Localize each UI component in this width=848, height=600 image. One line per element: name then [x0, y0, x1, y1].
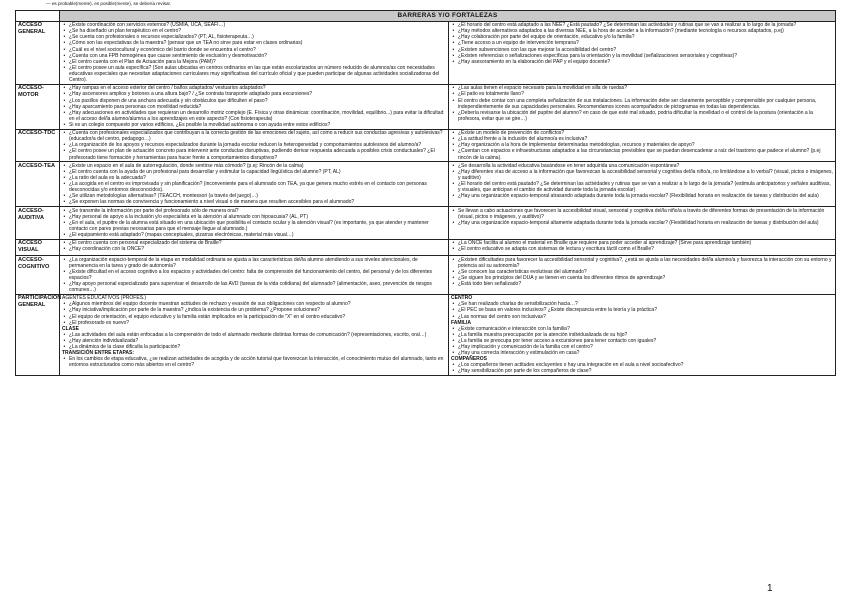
bullet-list	[62, 85, 446, 128]
barriers-cell	[60, 162, 449, 207]
list-item: • ¿Se cuenta con profesionales o recursos especializados? (PT, AL, fisioterapeuta…)	[62, 34, 446, 40]
page-number: 1	[767, 583, 773, 594]
list-item: • ¿El centro posee un plan de actuación concreto para intervenir ante conductas disruptivas, pudiendo derivar respuesta adecuada a posibles crisis conductuales? ¿El profesorado tiene formación y herramientas para hacer frente a comportamientos disruptivos?	[62, 148, 446, 160]
barriers-cell	[60, 21, 449, 84]
list-item: • ¿Se conocen las características evolutivas del alumnado?	[451, 269, 833, 275]
list-item: • ¿La organización espacio-temporal de la etapa en modalidad ordinaria se ajusta a las características del/la alumno atendiendo a sus niveles atencionales, de permanencia en la tarea y grado de autonomía?	[62, 257, 446, 269]
list-item: • ¿La familia se preocupa por tener acceso a excursiones para tener contacto con iguales?	[451, 338, 833, 344]
list-item: • ¿Se han realizado charlas de sensibilización hacia…?	[451, 301, 833, 307]
list-item: • ¿Hay sensibilización por parte de los compañeros de clase?	[451, 368, 833, 374]
bullet-list	[451, 295, 833, 374]
section-label: ACCESO-AUDITIVA	[16, 207, 60, 240]
list-item: • ¿Hay apoyo personal especializado para supervisar el desarrollo de las AVD (tareas de la vida cotidiana) del alumnado? (alimentación, aseo, prevención de riesgos comunes…)	[62, 281, 446, 293]
strengths-cell	[449, 207, 836, 240]
list-item: • ¿Hay organización a la hora de implementar determinadas metodologías, recursos y materiales de apoyo?	[451, 142, 833, 148]
table-row	[16, 255, 836, 294]
section-label: ACCESO-COGNITIVO	[16, 255, 60, 294]
subheading: TRANSICIÓN ENTRE ETAPAS:	[62, 350, 135, 357]
list-item: • ¿Hay una organización espacio-temporal altamente adaptada durante toda la jornada escolar? (Flexibilidad horaria en realización de tareas y distribución del aula)	[451, 220, 833, 226]
list-item: • ¿Se ha diseñado un plan terapéutico en el centro?	[62, 28, 446, 34]
list-item: • ¿Las actividades del aula están enfocadas a la comprensión de todo el alumnado mediante distintas formas de comunicación? (representaciones, escrito, oral…)	[62, 332, 446, 338]
list-item: • ¿Hay iniciativa/implicación por parte de la maestra? ¿indica la existencia de un problema? ¿Propone soluciones?	[62, 307, 446, 313]
barriers-cell	[60, 239, 449, 255]
list-item: • ¿La dinámica de la clase dificulta la participación?	[62, 344, 446, 350]
table-row	[16, 239, 836, 255]
list-item: • ¿El centro cuenta con personal especializado del sistema de Braille?	[62, 240, 446, 246]
list-item: • ¿Existe un espacio en el aula de autorregulación, donde sentirse más cómodo? (p.ej: Rincón de la calma)	[62, 163, 446, 169]
list-item: • ¿Cuentan con espacios e infraestructuras adaptados a las circunstancias previsibles que se puedan desencadenar a raíz del trastorno que padece el alumno? (p.ej rincón de la calma).	[451, 148, 833, 160]
bullet-list	[451, 22, 833, 65]
list-item: • ¿Existe dificultad en el acceso cognitivo a los espacios y actividades del centro: falta de comprensión del funcionamiento del centro, del personal y de los diferentes espacios?	[62, 269, 446, 281]
barriers-cell	[60, 294, 449, 375]
list-item: • Si es un colegio compuesto por varios edificios, ¿Es posible la movilidad autónoma o con ayuda entre estos edificios?	[62, 122, 446, 128]
subheading: FAMILIA	[451, 319, 471, 326]
strengths-cell	[449, 21, 836, 84]
list-item: • ¿Hay una correcta interacción y estimulación en casa?	[451, 350, 833, 356]
table-row	[16, 162, 836, 207]
list-item: • ¿Hay métodos alternativos adaptados a las diversas NEE, a la hora de acceder a la información? (mediante tecnología o recursos adaptados, p.ej)	[451, 28, 833, 34]
section-label: ACCESO-TDC	[16, 129, 60, 162]
list-item: • ¿Cuál es el nivel sociocultural y económico del barrio donde se encuentra el centro?	[62, 47, 446, 53]
list-item: • ¿Hay implicación y comunicación de la familia con el centro?	[451, 344, 833, 350]
list-item: • ¿La organización de los apoyos y recursos especializados durante la jornada escolar reducen la heterogeneidad y comportamientos autolesivos del alumno/a?	[62, 142, 446, 148]
subheading: CENTRO	[451, 295, 473, 302]
subheading: COMPAÑEROS	[451, 356, 488, 363]
table-row	[16, 21, 836, 84]
bullet-list	[451, 85, 833, 122]
list-item: • ¿Hay personal de apoyo a la inclusión y/o especialista en la atención al alumnado con hipoacusia? (AL, PT)	[62, 214, 446, 220]
list-item: • ¿Las aulas tienen el espacio necesario para la movilidad en silla de ruedas?	[451, 85, 833, 91]
bullet-list	[62, 295, 446, 368]
list-item: • ¿En el aula, el pupitre de la alumna está situado en una ubicación que posibilita el contacto ocular y la atención visual? (es importante, ya que atender y mantener contacto con pares previas necesarias para que el mensaje llegue al alumnado.)	[62, 220, 446, 232]
bullet-list	[62, 22, 446, 83]
list-item: • ¿Existen subvenciones con las que mejorar la accesibilidad del centro?	[451, 47, 833, 53]
bullet-list	[451, 163, 833, 200]
bullet-list	[62, 163, 446, 206]
table-row	[16, 84, 836, 129]
list-item: • ¿La ratio del aula es la adecuada?	[62, 175, 446, 181]
list-item: • ¿Debería revisarse la ubicación del pupitre del alumno? en caso de que esté mal situado, podría dificultar la movilidad o el control de la postura (orientación a la profesora, evitar que se gire…)	[451, 110, 833, 122]
table-row	[16, 129, 836, 162]
list-item: • ¿Se transmite la información por parte del profesorado sólo de manera oral?	[62, 208, 446, 214]
list-item: • ¿El centro cuenta con el Plan de Actuación para la Mejora (PAM)?	[62, 59, 446, 65]
list-item: • ¿El horario del centro está adaptado a las NEE? ¿Está pautado? ¿Se determinan las actividades y rutinas que se van a realizar a lo largo de la jornada?	[451, 22, 833, 28]
bullet-list	[62, 240, 446, 252]
list-item: • ¿Los pasillos disponen de una anchura adecuada y sin obstáculos que dificulten el paso?	[62, 98, 446, 104]
barriers-cell	[60, 255, 449, 294]
table-row	[16, 294, 836, 375]
bullet-list	[451, 240, 833, 252]
section-label: ACCESO-MOTOR	[16, 84, 60, 129]
list-item: • ¿Hay coordinación con la ONCE?	[62, 246, 446, 252]
list-item: • ¿El profesorado es nuevo?	[62, 320, 446, 326]
list-item: • ¿Los compañeros tienen actitudes excluyentes o hay una integración en el aula a nivel socioafectivo?	[451, 362, 833, 368]
list-item: • ¿Existen referencias o señalizaciones específicas para la orientación y la movilidad (señalizaciones sensoriales y cognitivas)?	[451, 53, 833, 59]
bullet-list	[62, 257, 446, 294]
list-item: • ¿Se siguen los principios del DUA y se tienen en cuenta los diferentes ritmos de aprendizaje?	[451, 275, 833, 281]
list-item: • ¿El horario del centro está pautado? ¿Se determinan las actividades y rutinas que se van a realizar a lo largo de la jornada? (estimula anticipatorios y señales auditivas, y visuales, que anticipan el cambio de actividad durante toda la jornada escolar)	[451, 181, 833, 193]
list-item: • ¿Hay ascensores amplios y botones a una altura bajo? / ¿Se contrata transporte adaptado para excursiones?	[62, 91, 446, 97]
list-item: • ¿La acogida en el centro es improvisada y sin planificación? (inconveniente para el alumnado con TEA, ya que genera mucho estrés en el contacto con personas desconocidas y/o entornos desconocidos).	[62, 181, 446, 193]
bullet-list	[451, 208, 833, 226]
strengths-cell	[449, 162, 836, 207]
strengths-cell	[449, 239, 836, 255]
barriers-table	[15, 10, 836, 376]
list-item: • ¿Hay colaboración por parte del equipo de orientación, educativo y/o la familia?	[451, 34, 833, 40]
list-item: • ¿El equipamiento está adaptado? (mapas conceptuales, pizarras electrónicas, material más visual…)	[62, 232, 446, 238]
list-item: • ¿La ONCE facilita al alumno el material en Braille que requiere para poder acceder al aprendizaje? (Sirve para aprendizaje también)	[451, 240, 833, 246]
list-item: • ¿El PEC se basa en valores inclusivos? ¿Existe discrepancia entre la teoría y la práctica?	[451, 307, 833, 313]
section-label: PARTICIPACIÓN GENERAL	[16, 294, 60, 375]
list-item: • ¿El patio es totalmente llano?	[451, 91, 833, 97]
list-item: • ¿Las normas del centro son inclusivas?	[451, 314, 833, 320]
list-item: • En los cambios de etapa educativa, ¿se realizan actividades de acogida y de acción tutorial que favorezcan la interacción, el conocimiento mutuo del alumnado, tanto en entornos estructurados como más abiertos en el centro?	[62, 356, 446, 368]
strengths-cell	[449, 294, 836, 375]
list-item: • ¿El centro cuenta con la ayuda de un profesional para desarrollar y estimular la capacidad lingüística del alumno? (PT, AL)	[62, 169, 446, 175]
section-label: ACCESO GENERAL	[16, 21, 60, 84]
list-item: • ¿Cómo son las expectativas de la maestra? (pensar que un TEA no sirve para estar en clases ordinarias)	[62, 40, 446, 46]
section-label: ACCESO-TEA	[16, 162, 60, 207]
table-header-row	[16, 11, 836, 22]
list-item: • ¿Tiene acceso a un equipo de intervención temprana?	[451, 40, 833, 46]
list-item: • ¿Hay asesoramiento en la elaboración del PAP y el equipo docente?	[451, 59, 833, 65]
bullet-list	[62, 130, 446, 160]
barriers-cell	[60, 84, 449, 129]
list-item: • ¿La actitud frente a la inclusión del alumno/a es inclusiva?	[451, 136, 833, 142]
list-item: • ¿Existe comunicación e interacción con la familia?	[451, 326, 833, 332]
strengths-cell	[449, 129, 836, 162]
list-item: • ¿Se utilizan metodologías alternativas? (TEACCH, montessori (a través del juego)…)	[62, 193, 446, 199]
list-item: • ¿Hay adecuaciones en actividades que requieran un desarrollo motriz complejo (E. Física y otras dinámicas: coordinación, movilidad, equilibrio...) para evitar la dificultad en el acceso del/la alumno/alumna a los aprendizajes en este aspecto? (Con fisioterapeuta)	[62, 110, 446, 122]
list-item: • ¿El centro educativo se adapta con sistemas de lectura y escritura táctil como el Braille?	[451, 246, 833, 252]
table-row	[16, 207, 836, 240]
list-item: • ¿El centro posee un aula específica? (Son aulas ubicadas en centros ordinarios en las que están escolarizados un número reducido de alumnos/as con necesidades educativas especiales que necesitan adaptaciones curriculares muy significativas del currículo oficial y que pueden participar de algunas actividades socializadoras del Centro).	[62, 65, 446, 83]
bullet-list	[62, 208, 446, 238]
list-item: • ¿Hay una organización espacio-temporal atrasando adaptada durante toda la jornada escolar? (Flexibilidad horaria en realización de tareas y distribución del aula)	[451, 193, 833, 199]
bullet-list	[451, 257, 833, 287]
strengths-cell	[449, 84, 836, 129]
list-item: • ¿Se desarrolla la actividad educativa basándose en tener adquirida una comunicación espontánea?	[451, 163, 833, 169]
subheading: CLASE	[62, 325, 79, 332]
list-item: • ¿Está todo bien señalizado?	[451, 281, 833, 287]
list-item: • ¿El equipo de orientación, el equipo educativo y la familia están implicados en la participación de "X" en el centro educativo?	[62, 314, 446, 320]
section-label: ACCESO VISUAL	[16, 239, 60, 255]
list-item: • ¿Hay rampas en el acceso exterior del centro / baños adaptados/ vestuarios adaptados?	[62, 85, 446, 91]
list-item: • ¿Existe coordinación con servicios externos? (USMIA, UCA, SEAFI…)	[62, 22, 446, 28]
barriers-cell	[60, 129, 449, 162]
list-item: • El centro debe contar con una completa señalización de sus instalaciones. La información debe ser claramente perceptible y comprensible por cualquier persona, independientemente de sus capacidades personales. Recomendamos iconos acompañados de pictogramas en todas las dependencias.	[451, 98, 833, 110]
bullet-list	[451, 130, 833, 160]
subheading: AGENTES EDUCATIVOS (PROFES.)	[62, 295, 147, 302]
list-item: • ¿Hay aparcamiento para personas con movilidad reducida?	[62, 104, 446, 110]
list-item: • Se llevan a cabo actuaciones que favorecen la accesibilidad visual, sensorial y cognitiva del/la niño/a a través de diferentes formas de presentación de la información (visual, pictos o imágenes, y auditivo)?	[451, 208, 833, 220]
list-item: • ¿Se exponen las normas de convivencia y funcionamiento a nivel visual o de manera que resulten accesibles para el alumnado?	[62, 199, 446, 205]
list-item: • ¿Hay atención individualizada?	[62, 338, 446, 344]
list-item: • ¿Cuenta con una FPB homogénea que cause sentimiento de exclusión y desmotivación?	[62, 53, 446, 59]
list-item: • ¿Existen dificultades para favorecer la accesibilidad sensorial y cognitiva?, ¿está se ajusta a las necesidades del/la alumno/a y favorezca la interacción con su entorno y potencia así su autonomía?	[451, 257, 833, 269]
list-item: • ¿Algunos miembros del equipo docente muestran actitudes de rechazo y evasión de sus obligaciones con respecto al alumno?	[62, 301, 446, 307]
list-item: • ¿Existe un modelo de prevención de conflictos?	[451, 130, 833, 136]
table-header: BARRERAS Y/O FORTALEZAS	[60, 11, 836, 22]
list-item: • ¿Hay diferentes vías de acceso a la información que favorezcan la accesibilidad sensorial y cognitiva del/la niño/a, no limitándose a lo verbal? (visual, pictos o imágenes, y auditivo)	[451, 169, 833, 181]
list-item: • ¿Cuenta con profesionales especializados que contribuyan a la correcta gestión de las emociones del sujeto, así como a reducir sus conductas agresivas y autolesivas? (educador/a del centro, pedagogo…)	[62, 130, 446, 142]
strengths-cell	[449, 255, 836, 294]
legend-note: — es probable(mente), es posible(mente), se debería revisar.	[46, 1, 172, 6]
barriers-cell	[60, 207, 449, 240]
list-item: • ¿La familia muestra preocupación por la atención individualizada de su hijo?	[451, 332, 833, 338]
